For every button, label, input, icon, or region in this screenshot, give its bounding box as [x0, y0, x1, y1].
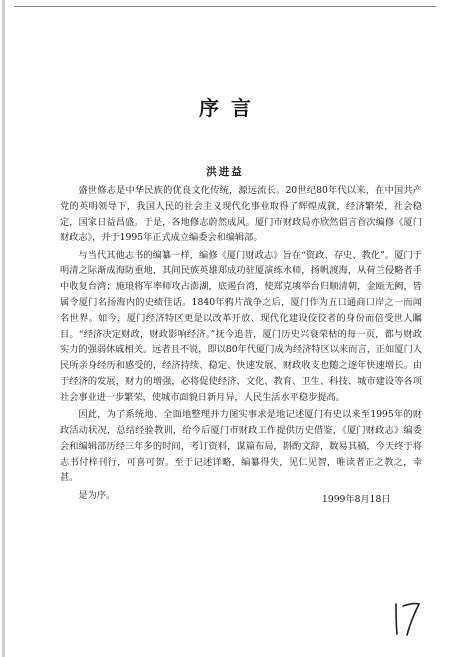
paragraph-4: 是为序。: [78, 489, 116, 501]
paragraph-1: 盛世修志是中华民族的优良文化传统，源远流长。20世纪80年代以来，在中国共产党的英明领导下，我国人民的社会主义现代化事业取得了辉煌成就，经济繁荣，社会稳定，国家日益昌盛。于是，各地修志蔚然成风。厦门市财政局亦欣然倡言首次编修《厦门财政志》，并于1995年正式成立编委会和编辑部。: [60, 185, 422, 244]
preface-body: [60, 183, 422, 505]
signature-date: 1999年8月18日: [322, 494, 391, 505]
paragraph-3: 因此，为了系统地、全面地整理并力图实事求是地记述厦门有史以来至1995年的财政活动状况，总结经验教训，给今后厦门市财政工作提供历史借鉴，《厦门财政志》编委会和编辑部历经三年多的时间，考订资料，谋篇布局，斟酌文辞，数易其稿，今天终于将志书付梓刊行，可喜可贺。至于记述详略，编纂得失，见仁见智，唯读者正之教之，幸甚。: [60, 409, 422, 484]
top-rule: [14, 6, 436, 7]
author-name: 洪进益: [206, 166, 244, 178]
handwritten-page-number: [392, 598, 422, 638]
preface-title: 序言: [199, 96, 263, 120]
paragraph-2: 与当代其他志书的编纂一样，编修《厦门财政志》旨在“资政、存史、教化”。厦门于明清之际渐成海防重地，其间民族英雄郑成功驻厦演练水师，扬帆渡海，从荷兰侵略者手中收复台湾；施琅将军率师攻占澎湖，底遏台湾，使郑克塽举台归顺清朝，金瓯无阙，皆属令厦门名扬海内的史绩佳话。1840年鸦片战争之后，厦门作为五口通商口岸之一而闻名世界。如今，厦门经济特区更是以改革开放、现代化建设佼佼者的身份而倍受世人瞩目。“经济决定财政，财政影响经济。”抚今追昔，厦门历史兴衰荣枯的每一页，都与财政实力的强弱休戚相关。远者且不说，即以80年代厦门成为经济特区以来而言，正如厦门人民所亲身经历和感受的，经济持续、稳定、快速发展，财政收支也随之逐年快速增长。由于经济的发展，财力的增强，必将促使经济、文化、教育、卫生、科技、城市建设等各项社会事业进一步繁荣，使城市面貌日新月异，人民生活水平稳步提高。: [60, 249, 422, 403]
